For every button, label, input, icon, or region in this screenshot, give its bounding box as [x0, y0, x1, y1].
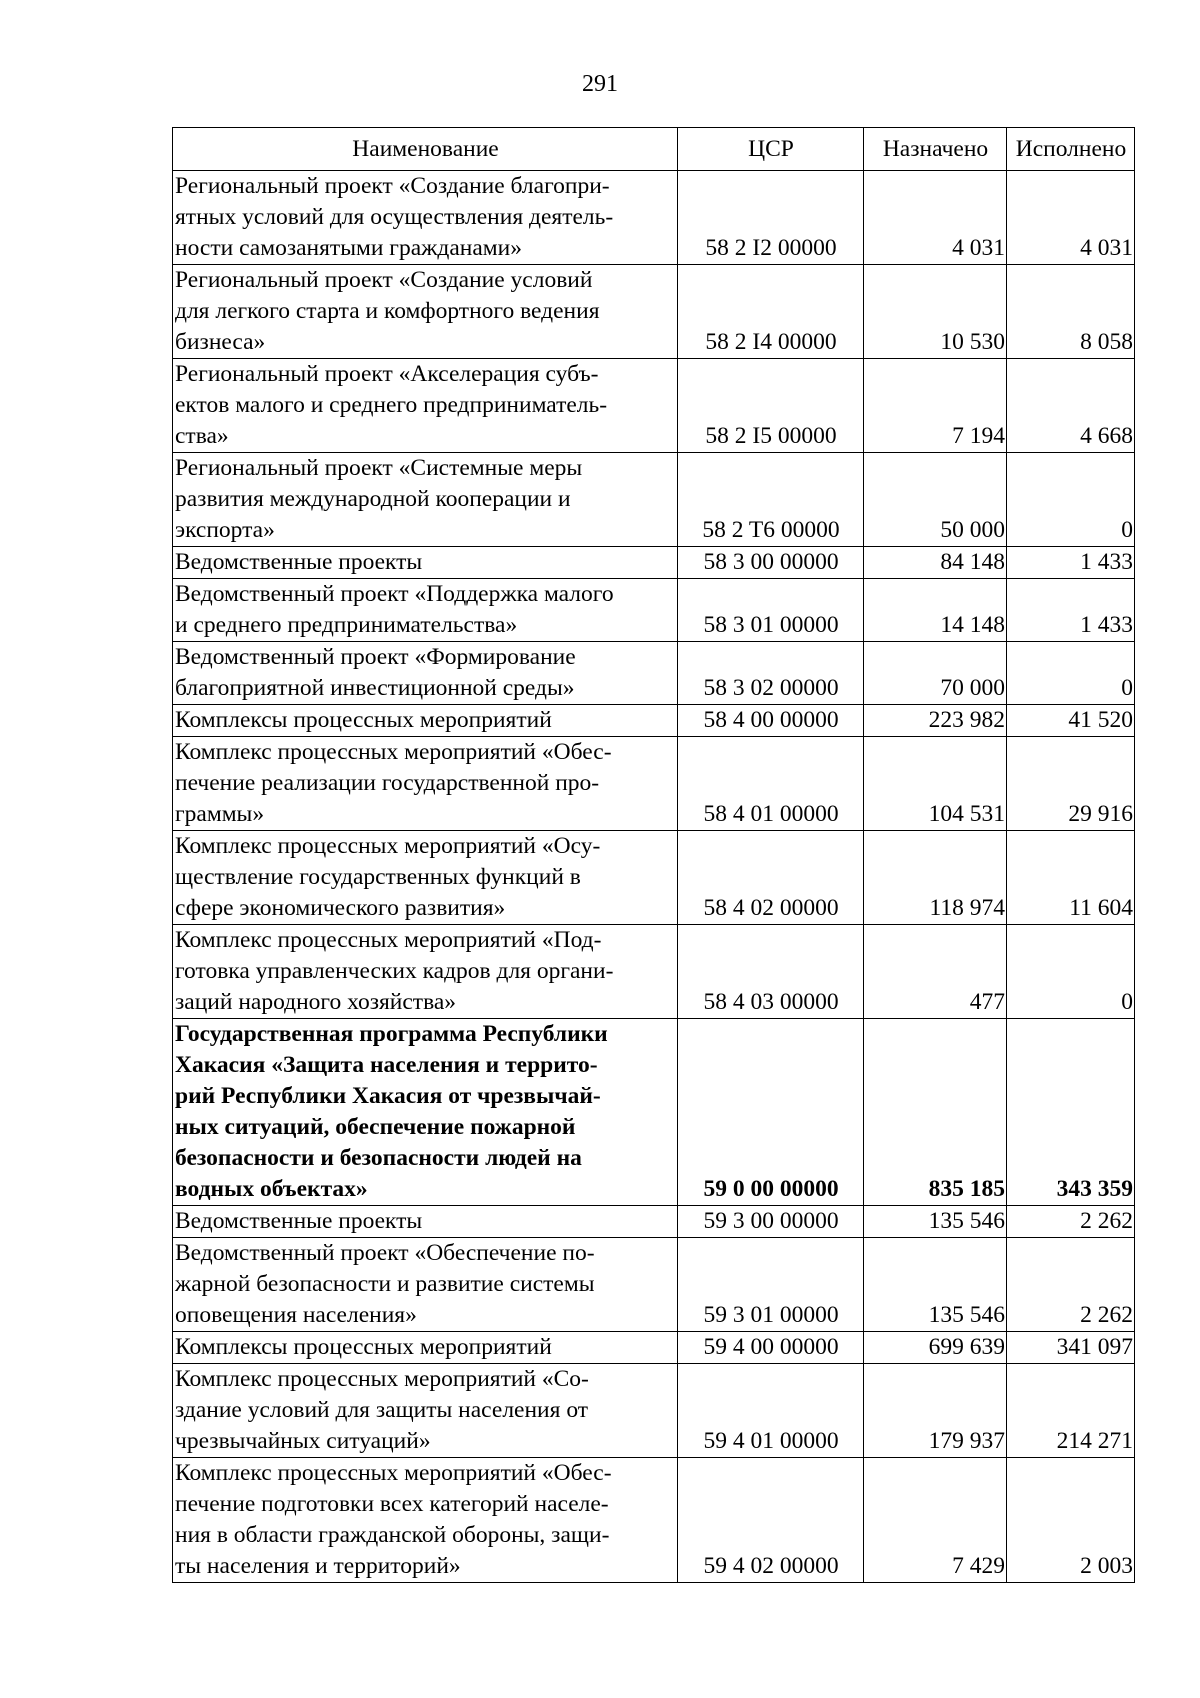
- row-name-line: Комплекс процессных мероприятий «Под-: [175, 927, 602, 953]
- row-assigned-cell: 7 429: [864, 1458, 1007, 1583]
- row-assigned-cell: 223 982: [864, 705, 1007, 737]
- row-name-line: Комплексы процессных мероприятий: [175, 707, 552, 733]
- row-name-line: ных ситуаций, обеспечение пожарной: [175, 1114, 576, 1140]
- row-name-line: для легкого старта и комфортного ведения: [175, 298, 600, 324]
- row-name-cell: [173, 579, 678, 642]
- row-name-line: Ведомственные проекты: [175, 549, 423, 575]
- row-csr-cell: 58 4 01 00000: [678, 737, 864, 831]
- row-name-line: оповещения населения»: [175, 1302, 417, 1328]
- row-executed-cell: 0: [1007, 642, 1135, 705]
- row-assigned-cell: 118 974: [864, 831, 1007, 925]
- row-assigned-cell: 135 546: [864, 1238, 1007, 1332]
- row-assigned-cell: 7 194: [864, 359, 1007, 453]
- row-name-line: Ведомственный проект «Обеспечение по-: [175, 1240, 595, 1266]
- row-csr-cell: 58 2 I5 00000: [678, 359, 864, 453]
- table-row: [173, 737, 1135, 831]
- header-name: Наименование: [173, 128, 678, 171]
- row-executed-cell: 2 003: [1007, 1458, 1135, 1583]
- row-assigned-cell: 14 148: [864, 579, 1007, 642]
- row-name-cell: [173, 1206, 678, 1238]
- row-name-line: рий Республики Хакасия от чрезвычай-: [175, 1083, 601, 1109]
- row-name-line: Региональный проект «Системные меры: [175, 455, 583, 481]
- row-assigned-cell: 50 000: [864, 453, 1007, 547]
- row-assigned-cell: 10 530: [864, 265, 1007, 359]
- row-name-line: Региональный проект «Акселерация субъ-: [175, 361, 599, 387]
- row-name-line: ния в области гражданской обороны, защи-: [175, 1522, 610, 1548]
- row-name-cell: [173, 1458, 678, 1583]
- row-name-cell: [173, 265, 678, 359]
- row-csr-cell: 59 3 00 00000: [678, 1206, 864, 1238]
- table-row: [173, 171, 1135, 265]
- row-executed-cell: 11 604: [1007, 831, 1135, 925]
- row-executed-cell: 29 916: [1007, 737, 1135, 831]
- row-csr-cell: 59 4 02 00000: [678, 1458, 864, 1583]
- table-row: [173, 1206, 1135, 1238]
- table-row: [173, 1019, 1135, 1206]
- row-name-line: жарной безопасности и развитие системы: [175, 1271, 595, 1297]
- row-name-cell: [173, 1238, 678, 1332]
- row-csr-cell: 58 3 00 00000: [678, 547, 864, 579]
- row-executed-cell: 1 433: [1007, 579, 1135, 642]
- row-name-cell: [173, 359, 678, 453]
- row-name-line: ства»: [175, 423, 229, 449]
- row-name-line: здание условий для защиты населения от: [175, 1397, 589, 1423]
- row-assigned-cell: 835 185: [864, 1019, 1007, 1206]
- row-csr-cell: 58 2 I2 00000: [678, 171, 864, 265]
- table-row: [173, 265, 1135, 359]
- table-row: [173, 705, 1135, 737]
- row-executed-cell: 4 668: [1007, 359, 1135, 453]
- page-number: 291: [582, 71, 618, 97]
- table-row: [173, 831, 1135, 925]
- row-name-cell: [173, 547, 678, 579]
- row-name-line: благоприятной инвестиционной среды»: [175, 675, 575, 701]
- row-executed-cell: 41 520: [1007, 705, 1135, 737]
- row-name-line: заций народного хозяйства»: [175, 989, 457, 1015]
- row-executed-cell: 214 271: [1007, 1364, 1135, 1458]
- row-name-line: Ведомственный проект «Поддержка малого: [175, 581, 614, 607]
- table-row: [173, 925, 1135, 1019]
- row-csr-cell: 58 3 01 00000: [678, 579, 864, 642]
- row-assigned-cell: 84 148: [864, 547, 1007, 579]
- row-name-line: и среднего предпринимательства»: [175, 612, 518, 638]
- row-name-line: Хакасия «Защита населения и террито-: [175, 1052, 598, 1078]
- table-row: [173, 642, 1135, 705]
- row-name-line: печение реализации государственной про-: [175, 770, 600, 796]
- row-executed-cell: 343 359: [1007, 1019, 1135, 1206]
- header-executed: Исполнено: [1007, 128, 1135, 171]
- row-name-cell: [173, 705, 678, 737]
- row-assigned-cell: 699 639: [864, 1332, 1007, 1364]
- row-name-cell: [173, 925, 678, 1019]
- table-row: [173, 1458, 1135, 1583]
- row-name-line: Комплексы процессных мероприятий: [175, 1334, 552, 1360]
- row-name-line: ности самозанятыми гражданами»: [175, 235, 522, 261]
- row-name-line: ятных условий для осуществления деятель-: [175, 204, 614, 230]
- row-name-line: развития международной кооперации и: [175, 486, 571, 512]
- row-name-line: Региональный проект «Создание благопри-: [175, 173, 610, 199]
- row-assigned-cell: 477: [864, 925, 1007, 1019]
- row-name-line: ществление государственных функций в: [175, 864, 581, 890]
- row-assigned-cell: 135 546: [864, 1206, 1007, 1238]
- row-name-cell: [173, 737, 678, 831]
- row-csr-cell: 58 4 02 00000: [678, 831, 864, 925]
- row-name-cell: [173, 642, 678, 705]
- row-csr-cell: 58 4 00 00000: [678, 705, 864, 737]
- table-row: [173, 547, 1135, 579]
- row-csr-cell: 58 4 03 00000: [678, 925, 864, 1019]
- row-name-line: Комплекс процессных мероприятий «Обес-: [175, 739, 612, 765]
- header-assigned: Назначено: [864, 128, 1007, 171]
- table-row: [173, 1238, 1135, 1332]
- row-executed-cell: 0: [1007, 925, 1135, 1019]
- table-row: [173, 1332, 1135, 1364]
- row-csr-cell: 59 4 01 00000: [678, 1364, 864, 1458]
- table-row: [173, 579, 1135, 642]
- row-name-line: Комплекс процессных мероприятий «Со-: [175, 1366, 589, 1392]
- row-name-line: граммы»: [175, 801, 265, 827]
- row-name-line: готовка управленческих кадров для органи-: [175, 958, 614, 984]
- row-executed-cell: 341 097: [1007, 1332, 1135, 1364]
- table-row: [173, 359, 1135, 453]
- row-csr-cell: 58 3 02 00000: [678, 642, 864, 705]
- row-csr-cell: 58 2 T6 00000: [678, 453, 864, 547]
- row-name-line: ектов малого и среднего предприниматель-: [175, 392, 608, 418]
- row-csr-cell: 59 0 00 00000: [678, 1019, 864, 1206]
- row-executed-cell: 4 031: [1007, 171, 1135, 265]
- row-executed-cell: 2 262: [1007, 1206, 1135, 1238]
- row-executed-cell: 1 433: [1007, 547, 1135, 579]
- row-csr-cell: 58 2 I4 00000: [678, 265, 864, 359]
- row-name-line: чрезвычайных ситуаций»: [175, 1428, 431, 1454]
- row-executed-cell: 8 058: [1007, 265, 1135, 359]
- row-name-cell: [173, 831, 678, 925]
- row-name-cell: [173, 453, 678, 547]
- row-name-cell: [173, 171, 678, 265]
- row-name-cell: [173, 1364, 678, 1458]
- row-name-line: Комплекс процессных мероприятий «Обес-: [175, 1460, 612, 1486]
- row-csr-cell: 59 3 01 00000: [678, 1238, 864, 1332]
- row-name-line: ты населения и территорий»: [175, 1553, 461, 1579]
- row-name-line: Региональный проект «Создание условий: [175, 267, 593, 293]
- row-name-line: Государственная программа Республики: [175, 1021, 608, 1047]
- row-assigned-cell: 4 031: [864, 171, 1007, 265]
- header-csr: ЦСР: [678, 128, 864, 171]
- row-assigned-cell: 179 937: [864, 1364, 1007, 1458]
- row-executed-cell: 2 262: [1007, 1238, 1135, 1332]
- row-name-line: Ведомственный проект «Формирование: [175, 644, 576, 670]
- row-name-line: водных объектах»: [175, 1176, 368, 1202]
- row-assigned-cell: 70 000: [864, 642, 1007, 705]
- row-name-cell: [173, 1332, 678, 1364]
- row-name-line: Ведомственные проекты: [175, 1208, 423, 1234]
- row-name-line: безопасности и безопасности людей на: [175, 1145, 582, 1171]
- row-csr-cell: 59 4 00 00000: [678, 1332, 864, 1364]
- row-name-line: Комплекс процессных мероприятий «Осу-: [175, 833, 601, 859]
- table-header-row: [173, 128, 1135, 171]
- table-row: [173, 1364, 1135, 1458]
- row-name-cell: [173, 1019, 678, 1206]
- budget-execution-table: [172, 127, 1135, 1583]
- row-name-line: экспорта»: [175, 517, 275, 543]
- row-name-line: печение подготовки всех категорий населе-: [175, 1491, 609, 1517]
- row-name-line: бизнеса»: [175, 329, 266, 355]
- row-name-line: сфере экономического развития»: [175, 895, 506, 921]
- table-body: [173, 171, 1135, 1583]
- row-executed-cell: 0: [1007, 453, 1135, 547]
- table-row: [173, 453, 1135, 547]
- row-assigned-cell: 104 531: [864, 737, 1007, 831]
